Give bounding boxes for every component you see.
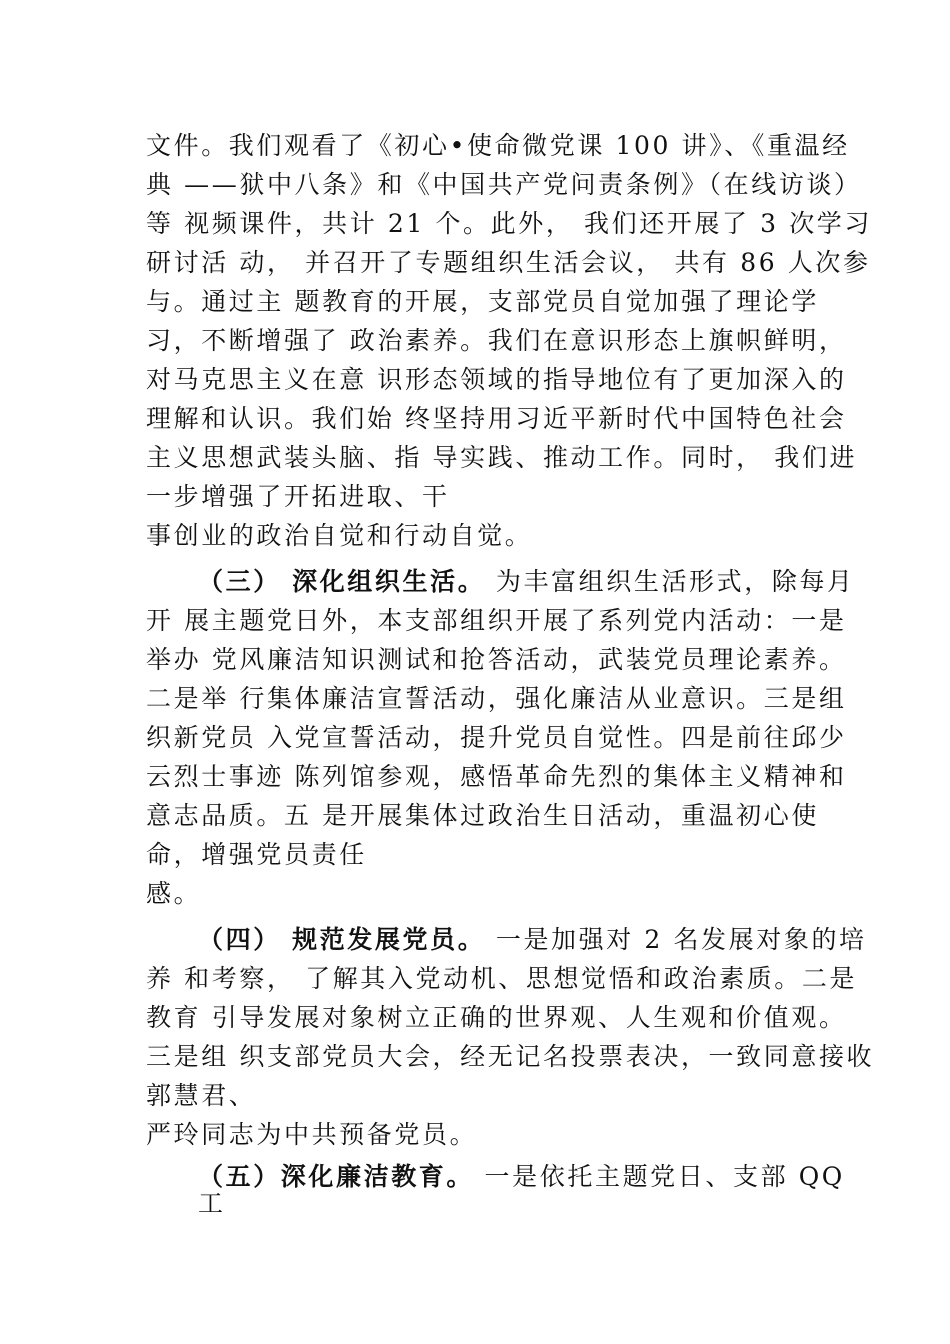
section-heading: （五）深化廉洁教育。 xyxy=(198,1162,475,1191)
text-line: 工 xyxy=(198,1189,226,1218)
text-line: 文件。我们观看了《初心•使命微党课 100 讲》、《重温经 xyxy=(146,131,850,160)
text-line: 对马克思主义在意 识形态领域的指导地位有了更加深入的 xyxy=(146,365,847,394)
text-line: 教育 引导发展对象树立正确的世界观、人生观和价值观。 xyxy=(146,1003,847,1032)
text-line: 严玲同志为中共预备党员。 xyxy=(146,1120,478,1149)
text-line: 事创业的政治自觉和行动自觉。 xyxy=(146,521,533,550)
text-line: 习，不断增强了 政治素养。我们在意识形态上旗帜鲜明， xyxy=(146,326,847,355)
section-5-line xyxy=(198,1162,845,1192)
text-line: 云烈士事迹 陈列馆参观，感悟革命先烈的集体主义精神和 xyxy=(146,762,847,791)
text-line: 感。 xyxy=(146,879,202,908)
text-line: 意志品质。五 是开展集体过政治生日活动，重温初心使 xyxy=(146,801,819,830)
section-heading: （三） 深化组织生活。 xyxy=(198,567,486,596)
text-line: 一步增强了开拓进取、干 xyxy=(146,482,450,511)
text-line: 郭慧君、 xyxy=(146,1081,257,1110)
section-heading: （四） 规范发展党员。 xyxy=(198,925,486,954)
text-line: 研讨活 动， 并召开了专题组织生活会议， 共有 86 人次参 xyxy=(146,248,871,277)
text-line: 织新党员 入党宣誓活动，提升党员自觉性。四是前往邱少 xyxy=(146,723,847,752)
section-text: 一是依托主题党日、支部 QQ xyxy=(474,1162,845,1191)
text-line: 典 ——狱中八条》和《中国共产党问责条例》（在线访谈） xyxy=(146,170,862,199)
section-text: 一是加强对 2 名发展对象的培 xyxy=(485,925,867,954)
text-line: 开 展主题党日外，本支部组织开展了系列党内活动：一是 xyxy=(146,606,847,635)
text-line: 理解和认识。我们始 终坚持用习近平新时代中国特色社会 xyxy=(146,404,847,433)
text-line: 养 和考察， 了解其入党动机、思想觉悟和政治素质。二是 xyxy=(146,964,858,993)
text-line: 二是举 行集体廉洁宣誓活动，强化廉洁从业意识。三是组 xyxy=(146,684,847,713)
text-line: 三是组 织支部党员大会，经无记名投票表决，一致同意接收 xyxy=(146,1042,875,1071)
text-line: 主义思想武装头脑、指 导实践、推动工作。同时， 我们进 xyxy=(146,443,858,472)
text-line: 与。通过主 题教育的开展，支部党员自觉加强了理论学 xyxy=(146,287,819,316)
section-4-line xyxy=(198,925,867,955)
text-line: 举办 党风廉洁知识测试和抢答活动，武装党员理论素养。 xyxy=(146,645,847,674)
section-3-line xyxy=(198,567,855,597)
text-line: 等 视频课件，共计 21 个。此外， 我们还开展了 3 次学习 xyxy=(146,209,872,238)
section-text: 为丰富组织生活形式，除每月 xyxy=(485,567,855,596)
text-line: 命，增强党员责任 xyxy=(146,840,367,869)
